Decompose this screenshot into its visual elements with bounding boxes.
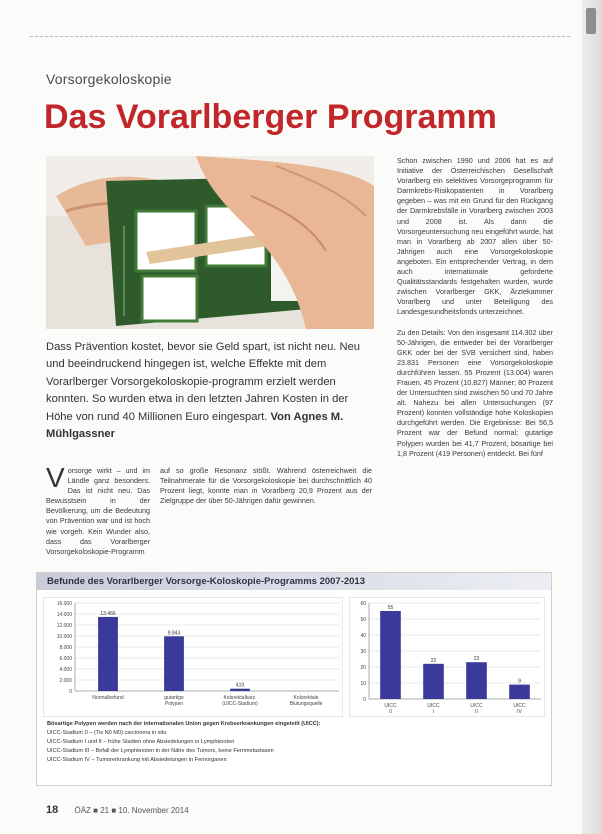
y-tick-label: 10 [360, 681, 366, 687]
page-edge-tab [586, 8, 596, 34]
x-tick-label: II [475, 709, 478, 715]
y-tick-label: 60 [360, 601, 366, 607]
y-tick-label: 14.000 [56, 612, 72, 618]
caption-line: UICC-Stadium I und II – frühe Stadien ohne Absiedelungen in Lymphknoten [47, 739, 235, 745]
body-text-3b: Zu den Details: Von den insgesamt 114.302 über 50-Jährigen, die entweder bei der Vorarlberger GKK oder bei der SVB versichert sind, haben 23.831 Personen eine Vorsorgekoloskopie durchführen lassen. 55 Prozent (13.004) waren Frauen, 45 Prozent (10.827) Männer; 80 Prozent der Untersuchten sind zwischen 50 und 70 Jahre alt. Nahezu bei allen Untersuchungen (97 Prozent) konnten vollständige hohe Koloskopien durchgeführt werden. Die Ergebnisse: Bei 56,5 Prozent war der Befund normal; gutartige Polypen wurden bei 41,7 Prozent, bösartige bei 1,8 Prozent (419 Personen) entdeckt. Bei fünf [397, 327, 553, 458]
data-label: 9 [518, 678, 521, 685]
caption-line: Bösartige Polypen werden nach der internationalen Union gegen Krebserkrankungen eingeteilt (UICC): [47, 721, 321, 727]
page-edge-strip [582, 0, 602, 834]
caption-line: UICC-Stadium IV – Tumorerkrankung mit Absiedelungen in Fernorganen [47, 757, 227, 763]
caption-line: UICC-Stadium III – Befall der Lymphknoten in der Nähe des Tumors, keine Fernmetastasen [47, 748, 274, 754]
body-text-3a: Schon zwischen 1990 und 2006 hat es auf Initiative der Österreichischen Gesellschaft Vorarlberg ein selektives Vorsorgeprogramm für Darmkrebs-Risikopatienten in Vorarlberg gegeben – was mit ein Grund für den Rückgang der Darmkrebsfälle in Vorarlberg zwischen 2003 und 2008 ist. Als dann die Vorsorgeuntersuchung neu eingeführt wurde, hat man in Vorarlberg ab 2007 allen über 50-Jährigen auch eine Vorsorgekoloskopie angeboten. Ein entsprechender Vertrag, in dem auch internationale geforderte Qualitätsstandards festgehalten wurden, wurde zwischen Vorarlberger GKK, Ärztekammer Vorarlberg und unter Beteiligung des Landesgesundheitsfonds unterzeichnet. [397, 156, 553, 317]
chart-befunde [43, 597, 343, 717]
bar [423, 664, 444, 699]
bar [230, 689, 250, 691]
caption-line: UICC-Stadium 0 – (Tis N0 M0) carcinoma in situ [47, 730, 167, 736]
body-text-1: orsorge wirkt – und im Ländle ganz besonders. Das ist nicht neu. Das Bewusstsein in der Bevölkerung, um die Bedeutung von Prävention war und ist hoch wie vorgeh. Kein Wunder also, dass das Vorarlberger Vorsorgekoloskopie-Programm [46, 466, 150, 556]
article-lead [46, 339, 372, 443]
issue-info: ÖÄZ ■ 21 ■ 10. November 2014 [74, 806, 189, 815]
y-tick-label: 12.000 [56, 623, 72, 629]
x-tick-label: (UICC-Stadium) [222, 701, 258, 707]
page-number: 18 [46, 804, 59, 816]
article-photo [46, 156, 374, 329]
bar [98, 617, 118, 691]
data-label: 22 [430, 657, 437, 664]
y-tick-label: 0 [363, 697, 366, 703]
x-tick-label: UICC [384, 703, 397, 709]
x-tick-label: Polypen [164, 701, 184, 707]
x-tick-label: Kolorektalkarz. [223, 695, 257, 701]
chart-uicc [349, 597, 545, 717]
lead-text: Dass Prävention kostet, bevor sie Geld spart, ist nicht neu. Neu und beeindruckend hingegen ist, welche Effekte mit dem Vorarlberger Vorsorgekoloskopie-programm erzielt werden konnten. So wurden etwa in den letzten Jahren Kosten in der Höhe von rund 40 Millionen Euro eingespart. [46, 341, 361, 423]
x-tick-label: 0 [389, 709, 392, 715]
chart-title: Befunde des Vorarlberger Vorsorge-Koloskopie-Programms 2007-2013 [47, 576, 366, 587]
top-divider [30, 36, 570, 37]
y-tick-label: 0 [69, 689, 72, 695]
bar [509, 685, 530, 699]
data-label: 9.943 [167, 630, 181, 637]
x-tick-label: UICC [427, 703, 440, 709]
section-label: Vorsorgekoloskopie [46, 71, 172, 87]
y-tick-label: 16.000 [56, 601, 72, 607]
drop-cap: V [46, 462, 65, 493]
bar [380, 611, 401, 699]
y-tick-label: 50 [360, 617, 366, 623]
y-tick-label: 8.000 [59, 645, 72, 651]
page-title: Das Vorarlberger Programm [44, 98, 497, 136]
body-column-1 [46, 462, 150, 557]
x-tick-label: Kolorektale [293, 695, 319, 701]
photo-illustration [46, 156, 374, 329]
x-tick-label: I [432, 709, 435, 715]
author-byline: Von Agnes M. Mühlgassner [46, 410, 344, 441]
x-tick-label: Normalbefund [92, 695, 124, 701]
chart-panel [36, 572, 552, 786]
body-column-2 [160, 466, 372, 506]
bar [164, 636, 184, 691]
y-tick-label: 10.000 [56, 634, 72, 640]
x-tick-label: UICC [470, 703, 483, 709]
bar [466, 662, 487, 699]
y-tick-label: 40 [360, 633, 366, 639]
y-tick-label: 4.000 [59, 667, 72, 673]
body-text-2: auf so große Resonanz stößt. Während österreichweit die Teilnahmerate für die Vorsorgekoloskopie bei durchschnittlich 40 Prozent liegt, konnte man in Vorarlberg 20,9 Prozent aus der Zielgruppe der über 50-Jährigen dafür gewinnen. [160, 466, 372, 506]
y-tick-label: 30 [360, 649, 366, 655]
y-tick-label: 6.000 [59, 656, 72, 662]
x-tick-label: gutartige [164, 695, 184, 701]
data-label: 13.466 [100, 610, 116, 617]
y-tick-label: 2.000 [59, 678, 72, 684]
x-tick-label: IV [517, 709, 522, 715]
x-tick-label: UICC [513, 703, 526, 709]
page-footer [46, 804, 189, 816]
chart-caption [47, 720, 547, 765]
data-label: 419 [235, 682, 245, 689]
y-tick-label: 20 [360, 665, 366, 671]
body-column-3 [397, 156, 553, 469]
x-tick-label: Blutungsquelle [289, 701, 323, 707]
data-label: 55 [387, 605, 394, 611]
data-label: 23 [473, 656, 480, 663]
